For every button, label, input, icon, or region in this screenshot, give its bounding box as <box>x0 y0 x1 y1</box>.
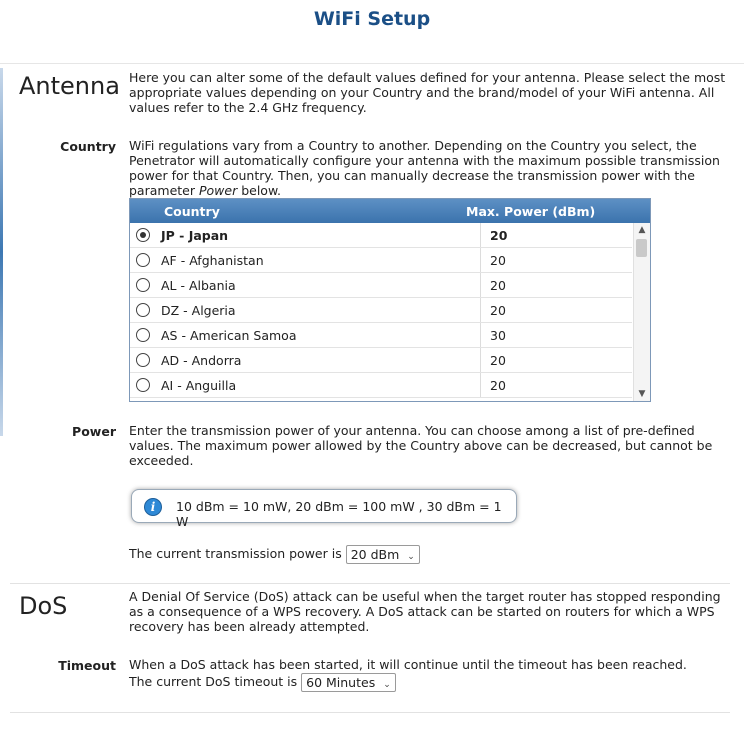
chevron-down-icon: ⌄ <box>383 680 391 690</box>
country-row-andorra[interactable] <box>130 348 632 373</box>
column-divider <box>480 298 481 322</box>
country-radio-american-samoa[interactable] <box>136 328 150 342</box>
column-divider <box>480 323 481 347</box>
country-description <box>129 138 729 198</box>
footer-divider <box>10 712 730 713</box>
country-row-anguilla[interactable] <box>130 373 632 398</box>
section-title-dos: DoS <box>19 592 68 620</box>
section-accent-bar <box>0 68 3 436</box>
column-header-country: Country <box>164 204 220 219</box>
country-list-scrollbar[interactable] <box>633 223 650 401</box>
country-name: JP - Japan <box>161 228 229 243</box>
country-row-afghanistan[interactable] <box>130 248 632 273</box>
country-table[interactable] <box>129 198 651 402</box>
country-row-partial[interactable] <box>130 398 632 402</box>
column-divider <box>480 248 481 272</box>
timeout-label: Timeout <box>58 658 116 673</box>
country-radio-andorra[interactable] <box>136 353 150 367</box>
country-radio-afghanistan[interactable] <box>136 253 150 267</box>
country-radio-albania[interactable] <box>136 278 150 292</box>
scroll-down-icon[interactable]: ▼ <box>638 389 646 399</box>
page-title: WiFi Setup <box>313 8 431 30</box>
power-info-box <box>131 489 517 529</box>
scroll-up-icon[interactable]: ▲ <box>638 225 646 235</box>
section-title-antenna: Antenna <box>19 72 120 100</box>
timeout-select[interactable] <box>301 673 396 692</box>
timeout-description: When a DoS attack has been started, it will continue until the timeout has been reached. <box>129 657 687 672</box>
power-description: Enter the transmission power of your antenna. You can choose among a list of pre-defined values. The maximum power allowed by the Country above can be decreased, but cannot be exceeded. <box>129 423 713 468</box>
country-max-power: 20 <box>490 253 506 268</box>
country-radio-japan[interactable] <box>136 228 150 242</box>
country-table-header <box>130 199 650 223</box>
country-row-algeria[interactable] <box>130 298 632 323</box>
scrollbar-thumb[interactable] <box>636 239 647 257</box>
country-description-text: WiFi regulations vary from a Country to another. Depending on the Country you select, the Penetrator will automatically configure your antenna with the maximum possible transmission power for that Country. Then, you can manually decrease the transmission power with the parameter <box>129 138 720 198</box>
section-divider <box>10 583 730 584</box>
country-row-japan[interactable] <box>130 223 632 248</box>
country-description-tail: below. <box>237 183 281 198</box>
current-timeout-label: The current DoS timeout is <box>129 674 298 689</box>
country-label: Country <box>60 139 116 154</box>
country-name: DZ - Algeria <box>161 303 236 318</box>
country-radio-algeria[interactable] <box>136 303 150 317</box>
country-max-power: 20 <box>490 353 506 368</box>
header-divider <box>0 63 744 64</box>
power-label: Power <box>72 424 116 439</box>
current-power-line <box>129 545 420 564</box>
power-info-text: 10 dBm = 10 mW, 20 dBm = 100 mW , 30 dBm = 1 W <box>176 499 502 529</box>
current-power-label: The current transmission power is <box>129 546 342 561</box>
timeout-select-value: 60 Minutes <box>306 675 376 690</box>
country-name: AI - Anguilla <box>161 378 237 393</box>
country-name: AF - Afghanistan <box>161 253 264 268</box>
country-name: AS - American Samoa <box>161 328 297 343</box>
country-max-power: 20 <box>490 278 506 293</box>
country-row-american-samoa[interactable] <box>130 323 632 348</box>
country-max-power: 20 <box>490 228 508 243</box>
country-name: AD - Andorra <box>161 353 242 368</box>
country-max-power: 30 <box>490 328 506 343</box>
power-select-value: 20 dBm <box>350 547 400 562</box>
column-header-max-power: Max. Power (dBm) <box>466 204 596 219</box>
column-divider <box>480 373 481 397</box>
power-select[interactable] <box>346 545 420 564</box>
dos-description: A Denial Of Service (DoS) attack can be useful when the target router has stopped responding as a consequence of a WPS recovery. A DoS attack can be started on routers for which a WPS recovery has been already attempted. <box>129 589 721 634</box>
column-divider <box>480 223 481 247</box>
current-timeout-line <box>129 673 396 692</box>
chevron-down-icon: ⌄ <box>407 552 415 562</box>
country-max-power: 20 <box>490 378 506 393</box>
country-list <box>130 223 632 402</box>
country-radio-anguilla[interactable] <box>136 378 150 392</box>
column-divider <box>480 273 481 297</box>
column-divider <box>480 348 481 372</box>
country-max-power: 20 <box>490 303 506 318</box>
country-description-emphasis: Power <box>198 183 238 198</box>
country-name: AL - Albania <box>161 278 236 293</box>
country-row-albania[interactable] <box>130 273 632 298</box>
info-icon: i <box>144 498 162 516</box>
antenna-intro: Here you can alter some of the default values defined for your antenna. Please select the most appropriate values depending on your Country and the brand/model of your WiFi antenna. All values refer to the 2.4 GHz frequency. <box>129 70 726 115</box>
